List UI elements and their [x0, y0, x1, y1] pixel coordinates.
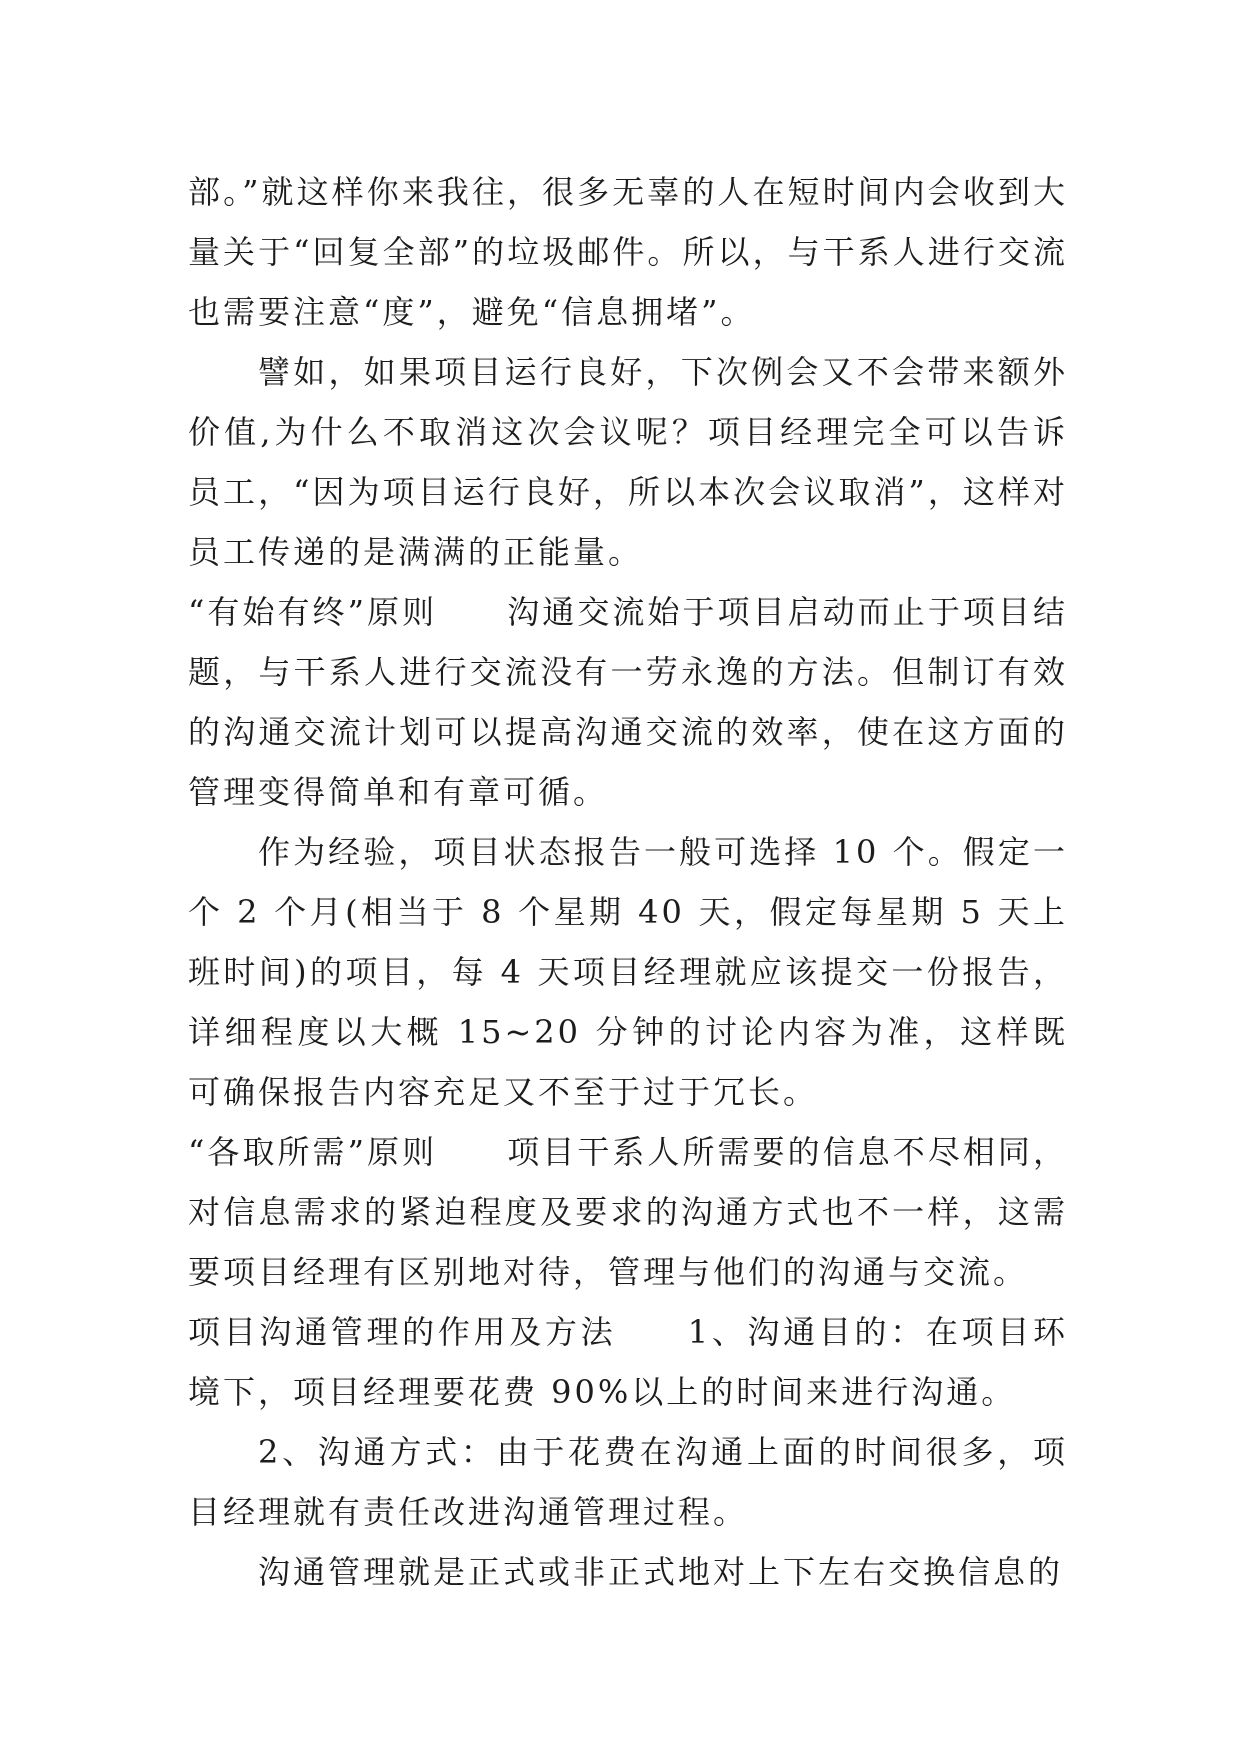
principle-text: 项目干系人所需要的信息不尽相同，对信息需求的紧迫程度及要求的沟通方式也不一样，这需要项目经理有区别地对待，管理与他们的沟通与交流。 [188, 1133, 1068, 1291]
paragraph-principle-start-to-end [188, 582, 1068, 822]
paragraph-communication-role-methods [188, 1302, 1068, 1422]
principle-heading: “各取所需”原则 [188, 1133, 438, 1171]
section-text: 1、沟通目的：在项目环境下，项目经理要花费 90%以上的时间来进行沟通。 [188, 1313, 1068, 1411]
paragraph-reply-all-overload: 部。”就这样你来我往，很多无辜的人在短时间内会收到大量关于“回复全部”的垃圾邮件。所以，与干系人进行交流也需要注意“度”，避免“信息拥堵”。 [188, 173, 1068, 331]
paragraph-communication-management: 沟通管理就是正式或非正式地对上下左右交换信息的 [258, 1553, 1064, 1591]
section-heading: 项目沟通管理的作用及方法 [188, 1313, 617, 1351]
principle-text: 沟通交流始于项目启动而止于项目结题，与干系人进行交流没有一劳永逸的方法。但制订有效的沟通交流计划可以提高沟通交流的效率，使在这方面的管理变得简单和有章可循。 [188, 593, 1068, 811]
heading-gap [437, 1133, 507, 1171]
paragraph-status-report-experience: 作为经验，项目状态报告一般可选择 10 个。假定一个 2 个月(相当于 8 个星期 40 天，假定每星期 5 天上班时间)的项目，每 4 天项目经理就应该提交一份报告，详细程度以大概 15~20 分钟的讨论内容为准，这样既可确保报告内容充足又不至于过于冗长。 [188, 833, 1068, 1111]
heading-gap [437, 593, 507, 631]
document-body [188, 162, 1068, 1602]
principle-heading: “有始有终”原则 [188, 593, 438, 631]
paragraph-cancel-meeting: 譬如，如果项目运行良好，下次例会又不会带来额外价值,为什么不取消这次会议呢？项目经理完全可以告诉员工，“因为项目运行良好，所以本次会议取消”，这样对员工传递的是满满的正能量。 [188, 353, 1068, 571]
paragraph-communication-method: 2、沟通方式：由于花费在沟通上面的时间很多，项目经理就有责任改进沟通管理过程。 [188, 1433, 1068, 1531]
paragraph-principle-each-needs [188, 1122, 1068, 1302]
heading-gap [616, 1313, 687, 1351]
